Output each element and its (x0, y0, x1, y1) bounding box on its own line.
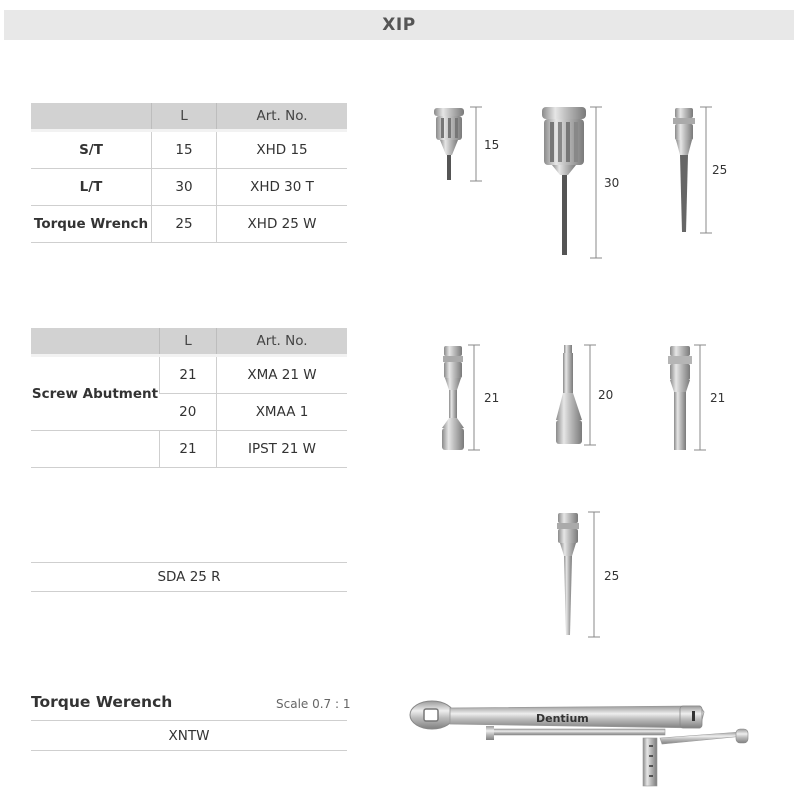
wrench-title: Torque Werench (31, 693, 173, 711)
row-art-no: XHD 25 W (217, 206, 348, 243)
wrench-art-no: XNTW (168, 728, 210, 744)
row-length: 21 (160, 356, 217, 394)
row-art-no: XMAA 1 (217, 394, 348, 431)
row-name: Torque Wrench (31, 206, 152, 243)
row-name: S/T (31, 131, 152, 169)
row-length: 30 (152, 169, 217, 206)
row-length: 20 (160, 394, 217, 431)
ipst21w-driver-figure (668, 345, 725, 450)
xma21w-length-label: 21 (484, 391, 500, 405)
wrench-brand-label: Dentium (536, 712, 589, 725)
row-art-no: XMA 21 W (217, 356, 348, 394)
wrench-scale: Scale 0.7 : 1 (276, 697, 351, 711)
row-art-no: XHD 30 T (217, 169, 348, 206)
row-length: 15 (152, 131, 217, 169)
sda25r-length-label: 25 (604, 569, 620, 583)
row-name: L/T (31, 169, 152, 206)
row-length: 21 (160, 431, 217, 468)
ipst21w-length-label: 21 (710, 391, 726, 405)
xmaa1-length-label: 20 (598, 388, 614, 402)
xmaa1-driver-figure (556, 345, 613, 445)
row-length: 25 (152, 206, 217, 243)
header-art-no: Art. No. (217, 328, 348, 356)
page-title: XIP (382, 15, 416, 35)
torque-wrench-figure (410, 701, 748, 786)
group-name: Screw Abutment (31, 356, 160, 431)
row-art-no: XHD 15 (217, 131, 348, 169)
header-length: L (160, 328, 217, 356)
xhd15-driver-figure (434, 107, 499, 181)
xhd30t-length-label: 30 (604, 176, 620, 190)
xhd25w-length-label: 25 (712, 163, 728, 177)
sda-art-no: SDA 25 R (157, 569, 221, 585)
xhd15-length-label: 15 (484, 138, 500, 152)
row-art-no: IPST 21 W (217, 431, 348, 468)
xhd25w-driver-figure (673, 107, 727, 233)
header-art-no: Art. No. (217, 103, 348, 131)
header-length: L (152, 103, 217, 131)
xma21w-driver-figure (442, 345, 499, 450)
sda25r-driver-figure (557, 512, 619, 637)
xhd30t-driver-figure (542, 107, 619, 258)
